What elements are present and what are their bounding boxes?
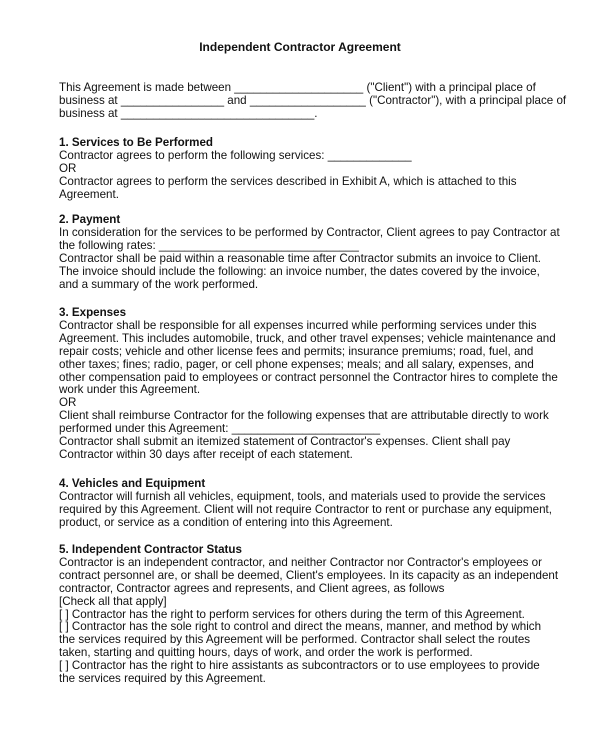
section-line: the following rates: _______________________________	[59, 238, 359, 252]
section-line: OR	[59, 161, 77, 175]
checkbox-item: [ ] Contractor has the right to perform services for others during the term of this Agreement.	[59, 607, 525, 621]
section-heading: 3. Expenses	[59, 306, 127, 319]
section-line: Contractor within 30 days after receipt of each statement.	[59, 447, 353, 461]
document-title: Independent Contractor Agreement	[199, 40, 401, 54]
section-line: In consideration for the services to be performed by Contractor, Client agrees to pay Contractor at	[59, 225, 560, 239]
intro-line: This Agreement is made between ____________________ ("Client") with a principal place of	[59, 81, 536, 94]
section-line: Agreement.	[59, 187, 119, 201]
section-expenses	[59, 307, 559, 462]
section-line: the services required by this Agreement.	[59, 672, 266, 686]
section-contractor-status	[59, 544, 559, 686]
section-line: Agreement. This includes automobile, truck, and other travel expenses; vehicle maintenance and	[59, 331, 556, 345]
intro-paragraph	[59, 81, 567, 121]
section-vehicles	[59, 478, 559, 530]
section-line: The invoice should include the following: an invoice number, the dates covered by the invoice,	[59, 264, 540, 278]
section-line: contract personnel are, or shall be deemed, Client's employees. In its capacity as an independent	[59, 568, 559, 582]
section-line: the services required by this Agreement will be performed. Contractor shall select the routes	[59, 633, 531, 647]
section-line: Client shall reimburse Contractor for the following expenses that are attributable directly to work	[59, 409, 549, 423]
section-line: Contractor shall submit an itemized statement of Contractor's expenses. Client shall pay	[59, 435, 511, 449]
section-line: Contractor shall be paid within a reasonable time after Contractor submits an invoice to Client.	[59, 251, 542, 265]
section-line: performed under this Agreement: _______________________	[59, 422, 381, 436]
section-line: product, or service as a condition of entering into this Agreement.	[59, 515, 393, 529]
section-services	[59, 137, 559, 202]
section-line: Contractor shall be responsible for all expenses incurred while performing services under this	[59, 318, 537, 332]
section-line: Contractor agrees to perform the following services: _____________	[59, 148, 412, 162]
checkbox-item: [ ] Contractor has the sole right to control and direct the means, manner, and method by which	[59, 620, 542, 634]
section-line: OR	[59, 396, 77, 410]
intro-line: business at ______________________________.	[59, 106, 318, 120]
section-line: and a summary of the work performed.	[59, 277, 259, 291]
section-line: other taxes; fines; radio, pager, or cell phone expenses; meals; and all salary, expenses, and	[59, 357, 534, 371]
section-line: Contractor agrees to perform the services described in Exhibit A, which is attached to this	[59, 174, 517, 188]
section-line: repair costs; vehicle and other license fees and permits; insurance premiums; road, fuel, and	[59, 344, 534, 358]
section-heading: 2. Payment	[59, 213, 121, 226]
section-line: Contractor is an independent contractor, and neither Contractor nor Contractor's employees or	[59, 555, 542, 569]
section-heading: 4. Vehicles and Equipment	[59, 477, 206, 490]
section-line: Contractor will furnish all vehicles, equipment, tools, and materials used to provide the services	[59, 489, 546, 503]
section-line: [Check all that apply]	[59, 594, 167, 608]
section-heading: 1. Services to Be Performed	[59, 136, 214, 149]
section-line: taken, starting and quitting hours, days of work, and order the work is performed.	[59, 646, 473, 660]
checkbox-item: [ ] Contractor has the right to hire assistants as subcontractors or to use employees to provide	[59, 659, 540, 673]
intro-line: business at ________________ and __________________ ("Contractor"), with a principal place of	[59, 93, 567, 107]
section-payment	[59, 214, 559, 291]
section-line: work under this Agreement.	[59, 383, 201, 397]
section-line: required by this Agreement. Client will not require Contractor to rent or purchase any equipment,	[59, 502, 552, 516]
section-line: other compensation paid to employees or contract personnel the Contractor hires to complete the	[59, 370, 558, 384]
section-heading: 5. Independent Contractor Status	[59, 543, 242, 556]
section-line: contractor, Contractor agrees and represents, and Client agrees, as follows	[59, 581, 445, 595]
